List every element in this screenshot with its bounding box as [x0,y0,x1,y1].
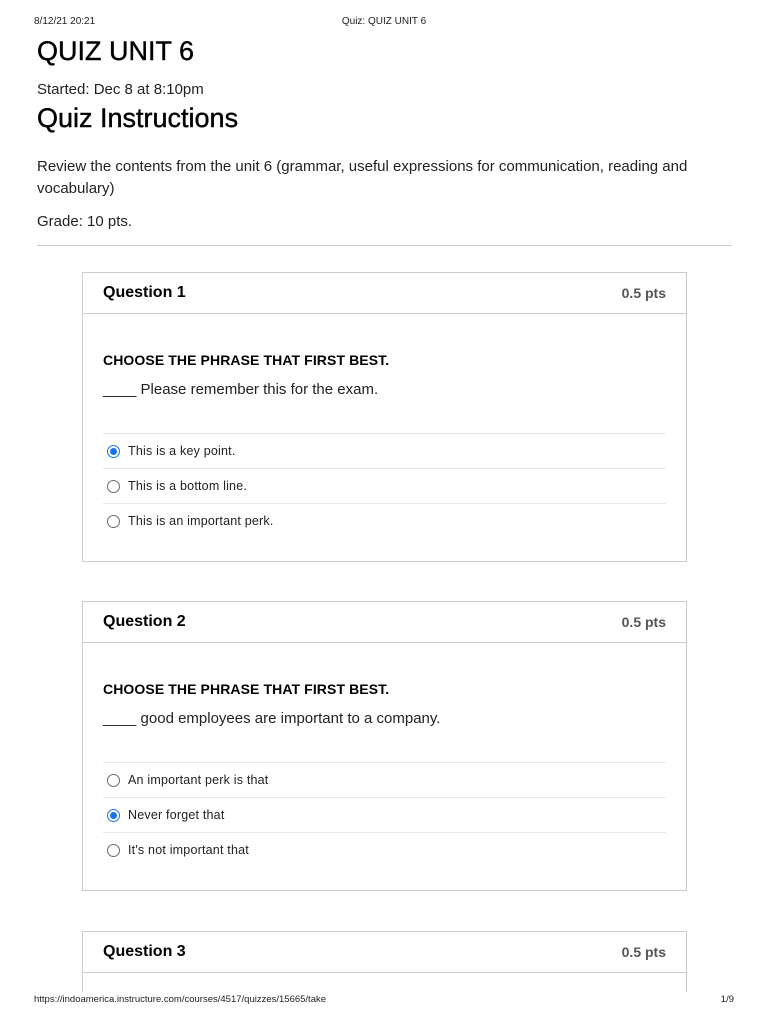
question-text: ____ good employees are important to a company. [103,710,441,727]
answer-label: This is a bottom line. [128,479,248,493]
answer-label: Never forget that [128,808,225,822]
question-prompt: CHOOSE THE PHRASE THAT FIRST BEST. [103,352,390,368]
started-time: Started: Dec 8 at 8:10pm [37,81,204,98]
question-name: Question 2 [103,613,186,630]
radio-icon[interactable] [107,844,120,857]
answer-label: This is a key point. [128,444,236,458]
answer-list [103,433,666,550]
answer-option[interactable] [103,434,666,469]
divider [37,245,732,246]
question-name: Question 3 [103,943,186,960]
question-2 [82,601,687,891]
question-header [83,273,686,314]
answer-option[interactable] [103,504,666,538]
radio-icon[interactable] [107,480,120,493]
answer-list [103,762,666,879]
radio-icon[interactable] [107,515,120,528]
print-date: 8/12/21 20:21 [34,16,96,27]
question-prompt: CHOOSE THE PHRASE THAT FIRST BEST. [103,681,390,697]
print-footer [0,994,768,1008]
grade: Grade: 10 pts. [37,213,133,230]
question-header [83,602,686,643]
print-header [0,16,768,30]
radio-selected-icon[interactable] [107,445,120,458]
instructions-title: Quiz Instructions [37,103,239,133]
question-points: 0.5 pts [621,614,666,630]
question-name: Question 1 [103,284,186,301]
question-points: 0.5 pts [621,944,666,960]
answer-label: An important perk is that [128,773,269,787]
answer-option[interactable] [103,469,666,504]
page-url: https://indoamerica.instructure.com/courses/4517/quizzes/15665/take [34,994,327,1005]
print-title: Quiz: QUIZ UNIT 6 [341,16,427,27]
answer-label: This is an important perk. [128,514,274,528]
question-3 [82,931,687,992]
page-number: 1/9 [720,994,734,1005]
question-text: ____ Please remember this for the exam. [103,381,379,398]
answer-option[interactable] [103,798,666,833]
answer-option[interactable] [103,833,666,867]
radio-selected-icon[interactable] [107,809,120,822]
answer-option[interactable] [103,763,666,798]
question-1 [82,272,687,562]
answer-label: It's not important that [128,843,249,857]
radio-icon[interactable] [107,774,120,787]
question-header [83,932,686,973]
quiz-title: QUIZ UNIT 6 [37,36,195,66]
question-points: 0.5 pts [621,285,666,301]
instructions-text: Review the contents from the unit 6 (grammar, useful expressions for communication, reading and vocabulary) [37,158,688,197]
